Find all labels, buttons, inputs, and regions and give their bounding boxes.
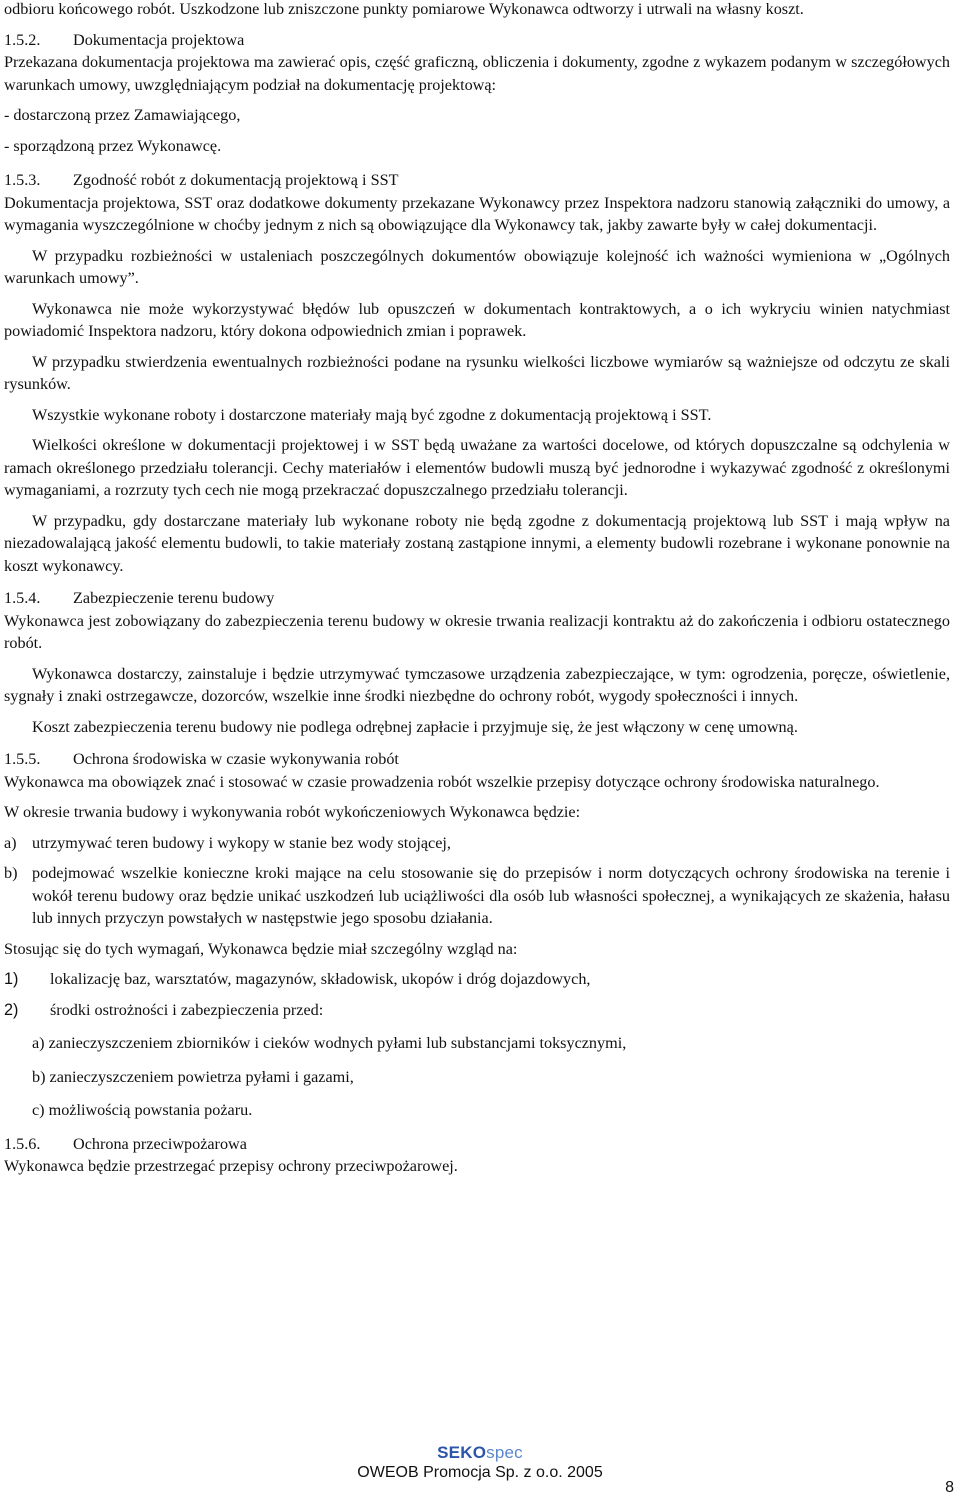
list-item-a — [4, 832, 950, 855]
item-text: środki ostrożności i zabezpieczenia przed: — [50, 1000, 324, 1019]
list-text: utrzymywać teren budowy i wykopy w stanie bez wody stojącej, — [32, 833, 451, 852]
section-heading-1-5-4 — [4, 587, 950, 610]
logo-part-seko: SEKO — [437, 1443, 487, 1462]
paragraph: Wykonawca nie może wykorzystywać błędów lub opuszczeń w dokumentach kontraktowych, a o ich wykryciu winien natychmiast powiadomić Inspektora nadzoru, który dokona odpowiednich zmian i poprawek. — [4, 299, 950, 340]
sub-item-b: b) zanieczyszczeniem powietrza pyłami i gazami, — [32, 1067, 354, 1086]
numbered-item-2 — [4, 999, 950, 1022]
section-number: 1.5.5. — [4, 750, 41, 768]
paragraph: odbioru końcowego robót. Uszkodzone lub zniszczone punkty pomiarowe Wykonawca odtworzy i utrwali na własny koszt. — [4, 0, 804, 18]
section-title: Dokumentacja projektowa — [73, 30, 245, 49]
list-item-b — [4, 862, 950, 930]
section-heading-1-5-2 — [4, 29, 950, 52]
list-item: - dostarczoną przez Zamawiającego, — [4, 106, 241, 124]
paragraph: W okresie trwania budowy i wykonywania robót wykończeniowych Wykonawca będzie: — [4, 803, 581, 821]
section-number: 1.5.6. — [4, 1134, 41, 1153]
section-heading-1-5-5 — [4, 748, 950, 771]
section-title: Ochrona środowiska w czasie wykonywania robót — [73, 750, 399, 768]
section-number: 1.5.2. — [4, 30, 41, 49]
paragraph: W przypadku, gdy dostarczane materiały lub wykonane roboty nie będą zgodne z dokumentacją projektową lub SST i mają wpływ na niezadowalającą jakość elementu budowli, to takie materiały zostaną zastąpione innymi, a elementy budowli rozebrane i wykonane ponownie na koszt wykonawcy. — [4, 511, 950, 575]
logo-part-spec: spec — [486, 1443, 523, 1462]
numbered-item-1 — [4, 968, 950, 991]
paragraph: Przekazana dokumentacja projektowa ma zawierać opis, część graficzną, obliczenia i dokumenty, zgodne z wykazem podanym w szczegółowych warunkach umowy, uwzględniającym podział na dokumentację projektową: — [4, 53, 950, 94]
paragraph: Dokumentacja projektowa, SST oraz dodatkowe dokumenty przekazane Wykonawcy przez Inspektora nadzoru stanowią załączniki do umowy, a wymagania wyszczególnione w choćby jednym z nich są obowiązujące dla Wykonawcy tak, jakby zawarte były w całej dokumentacji. — [4, 193, 950, 234]
sub-item-c: c) możliwością powstania pożaru. — [32, 1101, 253, 1119]
paragraph: Wykonawca dostarczy, zainstaluje i będzie utrzymywać tymczasowe urządzenia zabezpieczające, w tym: ogrodzenia, poręcze, oświetlenie, sygnały i znaki ostrzegawcze, dozorców, wszelkie inne środki niezbędne do ochrony robót, wygody społeczności i innych. — [4, 664, 950, 705]
sub-item-a: a) zanieczyszczeniem zbiorników i cieków wodnych pyłami lub substancjami toksycznymi, — [32, 1034, 627, 1052]
list-label: a) — [4, 833, 17, 852]
paragraph: Wielkości określone w dokumentacji projektowej i w SST będą uważane za wartości docelowe, od których dopuszczalne są odchylenia w ramach określonego przedziału tolerancji. Cechy materiałów i elementów budowli muszą być jednorodne i wykazywać zgodność z określonymi wymaganiami, a rozrzuty tych cech nie mogą przekraczać dopuszczalnego przedziału tolerancji. — [4, 436, 950, 499]
paragraph: Wykonawca będzie przestrzegać przepisy ochrony przeciwpożarowej. — [4, 1157, 458, 1175]
section-number: 1.5.4. — [4, 589, 41, 607]
paragraph: Wykonawca ma obowiązek znać i stosować w czasie prowadzenia robót wszelkie przepisy dotyczące ochrony środowiska naturalnego. — [4, 772, 880, 791]
sekospec-logo — [0, 1443, 960, 1463]
list-text: podejmować wszelkie konieczne kroki mające na celu stosowanie się do przepisów i norm dotyczących ochrony środowiska na terenie i wokół terenu budowy oraz będzie unikać uszkodzeń lub uciążliwości dla osób lub własności społecznej, a wynikających ze skażenia, hałasu lub innych przyczyn powstałych w następstwie jego sposobu działania. — [32, 864, 950, 927]
paragraph: Wykonawca jest zobowiązany do zabezpieczenia terenu budowy w okresie trwania realizacji kontraktu aż do zakończenia i odbioru ostatecznego robót. — [4, 611, 950, 652]
page-number: 8 — [945, 1479, 954, 1496]
paragraph: W przypadku stwierdzenia ewentualnych rozbieżności podane na rysunku wielkości liczbowe wymiarów są ważniejsze od odczytu ze skali rysunków. — [4, 352, 950, 393]
paragraph: Wszystkie wykonane roboty i dostarczone materiały mają być zgodne z dokumentacją projektową i SST. — [32, 405, 712, 424]
paragraph: Koszt zabezpieczenia terenu budowy nie podlega odrębnej zapłacie i przyjmuje się, że jest włączony w cenę umowną. — [32, 717, 798, 736]
section-title: Zgodność robót z dokumentacją projektową i SST — [73, 171, 399, 189]
paragraph: Stosując się do tych wymagań, Wykonawca będzie miał szczególny wzgląd na: — [4, 939, 518, 958]
section-title: Ochrona przeciwpożarowa — [73, 1134, 247, 1153]
item-number: 1) — [4, 970, 19, 988]
item-number: 2) — [4, 1000, 19, 1019]
list-label: b) — [4, 864, 18, 882]
paragraph: W przypadku rozbieżności w ustaleniach poszczególnych dokumentów obowiązuje kolejność ich ważności wymieniona w „Ogólnych warunkach umowy”. — [4, 246, 950, 287]
section-number: 1.5.3. — [4, 171, 41, 189]
section-heading-1-5-6 — [4, 1133, 950, 1156]
section-heading-1-5-3 — [4, 169, 950, 192]
item-text: lokalizację baz, warsztatów, magazynów, składowisk, ukopów i dróg dojazdowych, — [50, 970, 591, 988]
document-body — [4, 0, 950, 1178]
footer-organization: OWEOB Promocja Sp. z o.o. 2005 — [357, 1464, 603, 1481]
list-item: - sporządzoną przez Wykonawcę. — [4, 136, 222, 155]
section-title: Zabezpieczenie terenu budowy — [73, 589, 275, 607]
